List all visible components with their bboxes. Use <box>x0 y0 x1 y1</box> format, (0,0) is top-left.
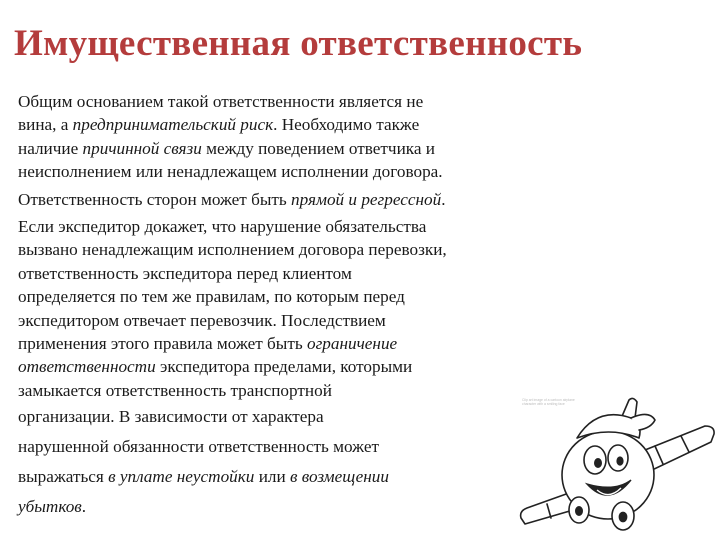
emphasis-text: причинной связи <box>82 138 202 158</box>
emphasis-text: ответственности <box>18 357 156 377</box>
text-line <box>18 238 548 261</box>
text-run: вина, а <box>18 115 73 135</box>
text-run: выражаться <box>18 467 109 487</box>
text-run: замыкается ответственность транспортной <box>18 380 332 400</box>
emphasis-text: предпринимательский риск <box>72 115 274 135</box>
text-run: . <box>81 497 87 517</box>
text-run: Ответственность сторон может быть <box>18 189 292 209</box>
text-run: или <box>254 467 290 487</box>
text-run: Если экспедитор докажет, что нарушение обязательства <box>18 217 427 237</box>
text-run: неисполнением или ненадлежащем исполнении договора. <box>18 162 443 182</box>
text-run: применения этого правила может быть <box>18 334 307 354</box>
text-line <box>18 355 548 378</box>
text-line <box>18 432 548 462</box>
text-line <box>18 492 548 522</box>
text-line <box>18 402 548 432</box>
body-text <box>18 90 548 522</box>
emphasis-text: ограничение <box>307 334 398 354</box>
text-run: Общим основанием такой ответственности является не <box>18 92 424 111</box>
text-run: организации. В зависимости от характера <box>18 407 324 427</box>
paragraph <box>18 215 548 522</box>
text-line <box>18 262 548 285</box>
text-line <box>18 285 548 308</box>
emphasis-text: в уплате неустойки <box>108 467 255 487</box>
page-title: Имущественная ответственность <box>14 23 583 64</box>
text-line <box>18 160 548 183</box>
text-line <box>18 215 548 238</box>
text-run: определяется по тем же правилам, по которым перед <box>18 287 405 307</box>
text-run: нарушенной обязанности ответственность может <box>18 437 379 457</box>
emphasis-text: убытков <box>18 497 82 517</box>
text-line <box>18 188 548 211</box>
text-line <box>18 332 548 355</box>
paragraph <box>18 90 548 184</box>
text-run: вызвано ненадлежащим исполнением договора перевозки, <box>18 240 447 260</box>
text-line <box>18 379 548 402</box>
text-line <box>18 137 548 160</box>
text-run: наличие <box>18 138 83 158</box>
text-line <box>18 309 548 332</box>
text-line <box>18 462 548 492</box>
text-run: . <box>441 189 446 209</box>
image-caption: Clip art image of a cartoon airplane character with a smiling face <box>522 398 575 406</box>
text-run: ответственность экспедитора перед клиентом <box>18 263 352 283</box>
emphasis-text: прямой и регрессной <box>291 189 442 209</box>
text-line <box>18 90 548 113</box>
text-run: экспедитором отвечает перевозчик. Последствием <box>18 310 386 330</box>
paragraph <box>18 188 548 211</box>
emphasis-text: в возмещении <box>289 467 389 487</box>
text-run: . Необходимо также <box>273 115 420 135</box>
text-run: экспедитора пределами, которыми <box>155 357 413 377</box>
text-line <box>18 113 548 136</box>
text-run: между поведением ответчика и <box>201 138 435 158</box>
